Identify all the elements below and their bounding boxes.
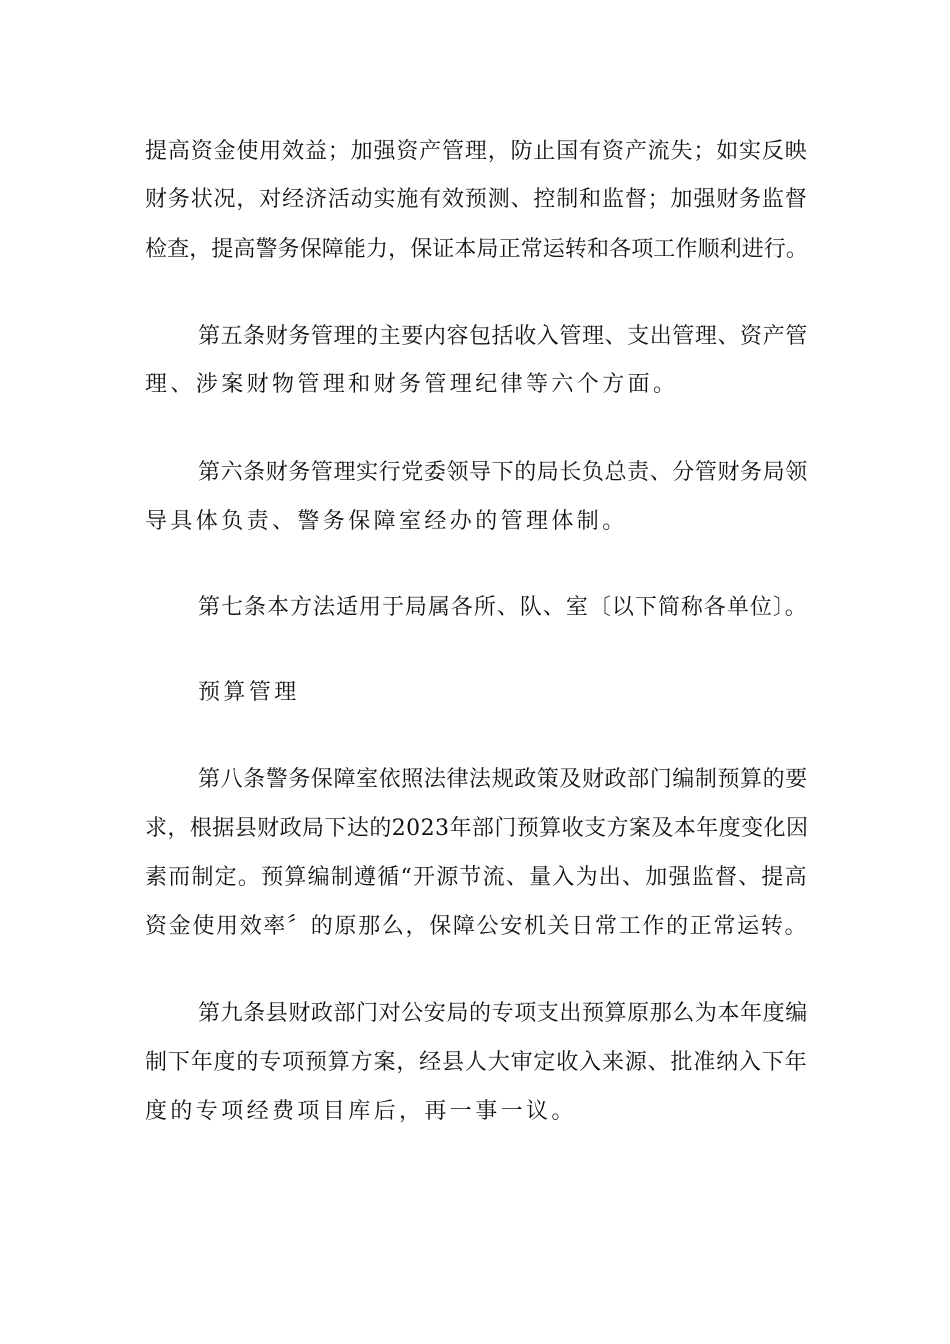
- article-9-line: 第九条县财政部门对公安局的专项支出预算原那么为本年度编: [198, 1001, 808, 1026]
- article-8-line: 求，根据县财政局下达的2023年部门预算收支方案及本年度变化因: [145, 816, 809, 841]
- paragraph-line: 提高资金使用效益；加强资产管理，防止国有资产流失；如实反映: [145, 139, 808, 164]
- article-9-line: 制下年度的专项预算方案，经县人大审定收入来源、批准纳入下年: [145, 1050, 808, 1075]
- article-9-line: 度的专项经费项目库后，再一事一议。: [145, 1099, 577, 1124]
- article-7-line: 第七条本方法适用于局属各所、队、室〔以下简称各单位〕。: [198, 595, 808, 620]
- paragraph-line: 财务状况，对经济活动实施有效预测、控制和监督；加强财务监督: [145, 187, 808, 212]
- article-8-line: 资金使用效率〞的原那么，保障公安机关日常工作的正常运转。: [145, 914, 809, 939]
- paragraph-line: 检查，提高警务保障能力，保证本局正常运转和各项工作顺利进行。: [145, 237, 809, 262]
- article-8-line: 第八条警务保障室依照法律法规政策及财政部门编制预算的要: [198, 767, 808, 792]
- article-6-line: 第六条财务管理实行党委领导下的局长负总责、分管财务局领: [198, 460, 808, 485]
- article-6-line: 导具体负责、警务保障室经办的管理体制。: [145, 509, 628, 534]
- article-5-line: 理、涉案财物管理和财务管理纪律等六个方面。: [145, 372, 679, 397]
- section-heading: 预算管理: [198, 680, 300, 705]
- article-8-line: 素而制定。预算编制遵循“开源节流、量入为出、加强监督、提高: [145, 865, 808, 890]
- article-5-line: 第五条财务管理的主要内容包括收入管理、支出管理、资产管: [198, 324, 808, 349]
